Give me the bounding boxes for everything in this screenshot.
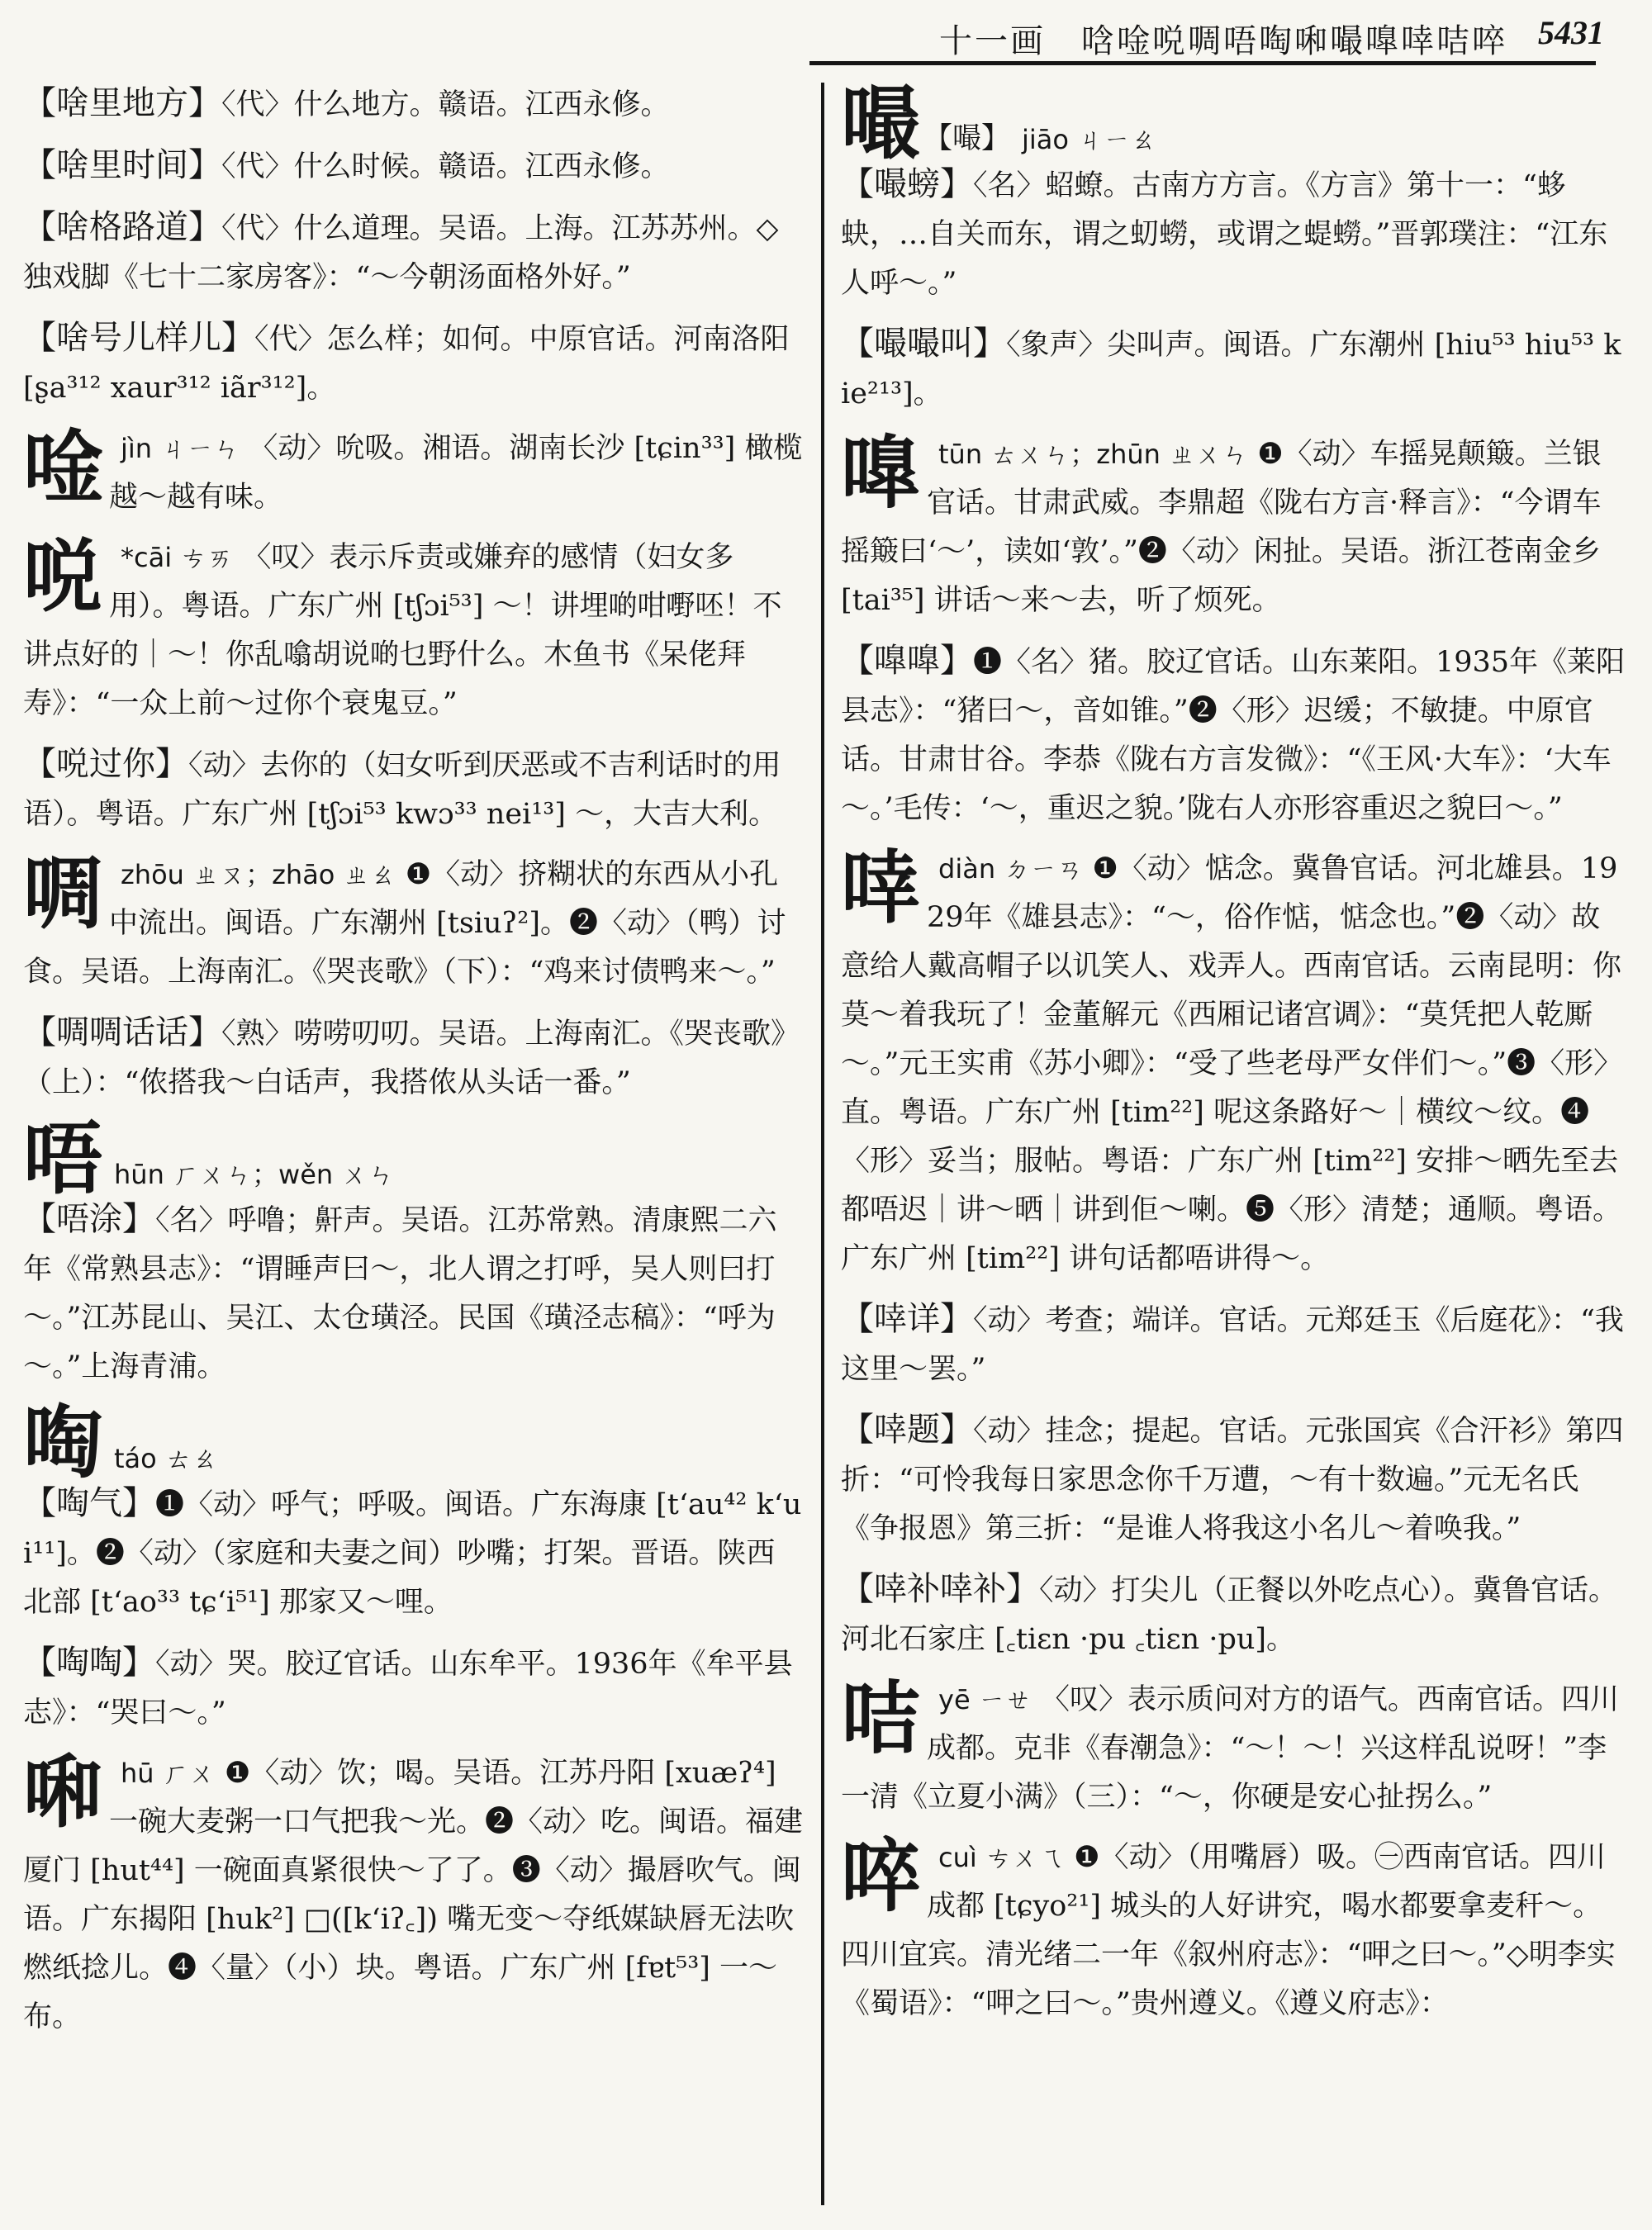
headword-char: 啝	[23, 1749, 102, 1839]
entry-definition: 〈动〉挂念；提起。官话。元张国宾《合汗衫》第四折：“可怜我每日家思念你千万遭，～有十数遍。”元无名氏《争报恩》第三折：“是谁人将我这小名儿～着唤我。”	[841, 1415, 1624, 1545]
headword-char: 唫	[23, 425, 102, 514]
entry-definition: 〈代〉什么道理。吴语。上海。江苏苏州。◇独戏脚《七十二家房客》：“～今朝汤面格外好。”	[23, 212, 779, 294]
entry	[23, 1479, 804, 1627]
entry	[23, 1008, 804, 1108]
entry-term: 【啕啕】	[23, 1644, 155, 1682]
pronunciation: jìn ㄐㄧㄣ	[121, 433, 240, 464]
pronunciation: *cāi ㄘㄞ	[121, 542, 234, 573]
page-header	[0, 0, 1652, 69]
entry-definition: 〈象声〉尖叫声。闽语。广东潮州 [hiu⁵³ hiu⁵³ kie²¹³]。	[841, 329, 1621, 410]
header-rule	[809, 61, 1596, 65]
entry-term: 【啈补啈补】	[841, 1570, 1039, 1608]
entry	[841, 1565, 1626, 1664]
entry-term: 【嘬螃】	[841, 165, 973, 203]
entry	[841, 1406, 1626, 1554]
entry-definition: 〈代〉怎么样；如何。中原官话。河南洛阳 [ʂa³¹² xaur³¹² iãr³¹²]。	[23, 323, 790, 405]
entry-definition: 〈动〉考查；端详。官话。元郑廷玉《后庭花》：“我这里～罢。”	[841, 1304, 1624, 1386]
headword-entry	[841, 77, 1626, 170]
pronunciation: jiāo ㄐㄧㄠ	[1022, 124, 1157, 155]
entry-definition: ❶〈动〉呼气；呼吸。闽语。广东海康 [tʻau⁴² kʻui¹¹]。❷〈动〉（家庭和夫妻之间）吵嘴；打架。晋语。陕西北部 [tʻao³³ tɕʻi⁵¹] 那家又～哩。	[23, 1488, 802, 1619]
entry-definition: 〈动〉去你的（妇女听到厌恶或不吉利话时的用语）。粤语。广东广州 [tʃɔi⁵³ kwɔ³³ nei¹³] ～，大吉大利。	[23, 749, 781, 831]
entry-term: 【啁啁话话】	[23, 1013, 221, 1051]
entry-definition: 〈叹〉表示斥责或嫌弃的感情（妇女多用）。粤语。广东广州 [tʃɔi⁵³] ～！讲埋啲咁嘢呸！不讲点好的｜～！你乱噏胡说啲乜野什么。木鱼书《呆佬拜寿》：“一众上前～过你个衰鬼豆。”	[23, 541, 782, 720]
pronunciation: cuì ㄘㄨㄟ	[938, 1842, 1065, 1873]
variant-form: 【嘬】	[923, 122, 1011, 155]
entry-definition: ❶〈动〉饮；喝。吴语。江苏丹阳 [xuæʔ⁴] 一碗大麦粥一口气把我～光。❷〈动〉吃。闽语。福建厦门 [hut⁴⁴] 一碗面真紧很快～了了。❸〈动〉撮唇吹气。闽语。广东揭阳 [huk²] □([kʻiʔ꜀]) 嘴无变～夺纸媒缺唇无法吹燃纸捻儿。❹〈量〉（小）块。粤语。广东广州 [fɐt⁵³] 一～布。	[23, 1757, 804, 2033]
headword-char: 啐	[841, 1834, 920, 1923]
headword-entry	[841, 845, 1626, 1283]
entry-definition: ❶〈动〉惦念。冀鲁官话。河北雄县。1929年《雄县志》：“～，俗作惦，惦念也。”❷〈动〉故意给人戴高帽子以讥笑人、戏弄人。西南官话。云南昆明：你莫～着我玩了！金董解元《西厢记诸宫调》：“莫凭把人乾厮～。”元王实甫《苏小卿》：“受了些老母严女伴们～。”❸〈形〉直。粤语。广东广州 [tim²²] 呢这条路好～｜横纹～纹。❹〈形〉妥当；服帖。粤语：广东广州 [tim²²] 安排～晒先至去都唔迟｜讲～晒｜讲到佢～喇。❺〈形〉清楚；通顺。粤语。广东广州 [tim²²] 讲句话都唔讲得～。	[841, 852, 1623, 1275]
headword-entry	[23, 1112, 804, 1205]
entry-term: 【啈详】	[841, 1300, 973, 1338]
entry-definition: 〈动〉吮吸。湘语。湖南长沙 [tɕin³³] 橄榄越～越有味。	[109, 432, 803, 514]
entry-term: 【啕气】	[23, 1484, 155, 1522]
running-head: 十一画 唅唫哾啁唔啕啝嘬嘷啈咭啐	[939, 22, 1507, 60]
pronunciation: táo ㄊㄠ	[114, 1443, 218, 1474]
entry	[841, 160, 1626, 308]
entry-definition: ❶〈名〉猪。胶辽官话。山东莱阳。1935年《莱阳县志》：“猪曰～，音如锥。”❷〈形〉迟缓；不敏捷。中原官话。甘肃甘谷。李恭《陇右方言发微》：“《王风·大车》：‘大车～。’毛传：‘～，重迟之貌。’陇右人亦形容重迟之貌曰～。”	[841, 646, 1626, 825]
entry-term: 【啥号儿样儿】	[23, 319, 254, 357]
pronunciation: yē ㄧㄝ	[938, 1684, 1032, 1715]
entry	[23, 740, 804, 839]
page-number: 5431	[1538, 14, 1604, 51]
entry-definition: 〈熟〉唠唠叨叨。吴语。上海南汇。《哭丧歌》（上）：“侬搭我～白话声，我搭侬从头话一番。”	[23, 1018, 800, 1099]
entry-definition: 〈叹〉表示质问对方的语气。西南官话。四川成都。克非《春潮急》：“～！～！兴这样乱说呀！”李一清《立夏小满》（三）：“～，你硬是安心扯拐么。”	[841, 1683, 1619, 1814]
headword-entry	[23, 1396, 804, 1489]
entry-definition: 〈动〉打尖儿（正餐以外吃点心）。冀鲁官话。河北石家庄 [꜀tiɛn ·pu ꜀tiɛn ·pu]。	[841, 1574, 1618, 1656]
entry-term: 【嘷嘷】	[841, 642, 973, 680]
headword-entry	[841, 1676, 1626, 1822]
entry	[23, 203, 804, 302]
entry-definition: ❶〈动〉（用嘴唇）吸。㊀西南官话。四川成都 [tɕyo²¹] 城头的人好讲究，喝水都要拿麦秆～。四川宜宾。清光绪二一年《叙州府志》：“呷之曰～。”◇明李实《蜀语》：“呷之曰～。”贵州遵义。《遵义府志》：	[841, 1841, 1616, 2020]
headword-entry	[841, 430, 1626, 625]
entry-term: 【啈题】	[841, 1411, 973, 1449]
headword-entry	[23, 851, 804, 997]
right-column	[841, 79, 1626, 2040]
entry-term: 【哾过你】	[23, 745, 188, 783]
entry	[23, 314, 804, 413]
pronunciation: tūn ㄊㄨㄣ；zhūn ㄓㄨㄣ	[938, 439, 1249, 470]
entry-term: 【啥格路道】	[23, 208, 221, 246]
entry-definition: 〈名〉呼噜；鼾声。吴语。江苏常熟。清康熙二六年《常熟县志》：“谓睡声曰～，北人谓之打呼，吴人则曰打～。”江苏昆山、吴江、太仓璜泾。民国《璜泾志稿》：“呼为～。”上海青浦。	[23, 1204, 777, 1383]
headword-char: 嘷	[841, 430, 920, 520]
pronunciation: hūn ㄏㄨㄣ；wěn ㄨㄣ	[114, 1159, 395, 1190]
pronunciation: hū ㄏㄨ	[121, 1758, 216, 1789]
column-divider	[821, 83, 824, 2205]
entry-term: 【唔涂】	[23, 1200, 155, 1238]
entry-definition: ❶〈动〉车摇晃颠簸。兰银官话。甘肃武威。李鼎超《陇右方言·释言》：“今谓车摇簸曰‘～’，读如‘敦’。”❷〈动〉闲扯。吴语。浙江苍南金乡 [tai³⁵] 讲话～来～去，听了烦死。	[841, 438, 1602, 617]
entry-definition: 〈代〉什么地方。赣语。江西永修。	[221, 88, 670, 121]
entry	[23, 141, 804, 192]
pronunciation: diàn ㄉㄧㄢ	[938, 853, 1084, 885]
entry	[23, 1195, 804, 1392]
entry	[841, 1295, 1626, 1394]
entry-term: 【啥里地方】	[23, 84, 221, 122]
left-column	[23, 79, 804, 2053]
entry-definition: ❶〈动〉挤糊状的东西从小孔中流出。闽语。广东潮州 [tsiuʔ²]。❷〈动〉（鸭）讨食。吴语。上海南汇。《哭丧歌》（下）：“鸡来讨债鸭来～。”	[23, 858, 786, 989]
entry	[841, 320, 1626, 419]
entry-definition: 〈代〉什么时候。赣语。江西永修。	[221, 150, 670, 183]
entry	[23, 1639, 804, 1738]
pronunciation: zhōu ㄓㄡ；zhāo ㄓㄠ	[121, 859, 396, 890]
entry	[841, 637, 1626, 833]
entry-term: 【啥里时间】	[23, 146, 221, 184]
headword-char: 唔	[23, 1112, 102, 1205]
headword-char: 咭	[841, 1676, 920, 1765]
headword-entry	[841, 1834, 1626, 2028]
headword-char: 嘬	[841, 77, 920, 170]
headword-entry	[23, 425, 804, 522]
entry-definition: 〈动〉哭。胶辽官话。山东牟平。1936年《牟平县志》：“哭曰～。”	[23, 1648, 793, 1729]
entry-term: 【嘬嘬叫】	[841, 325, 1006, 363]
headword-char: 哾	[23, 534, 102, 623]
headword-entry	[23, 1749, 804, 2042]
entry	[23, 79, 804, 130]
headword-entry	[23, 534, 804, 728]
headword-char: 啈	[841, 845, 920, 934]
headword-char: 啕	[23, 1396, 102, 1489]
headword-char: 啁	[23, 851, 102, 940]
entry-definition: 〈名〉蛁蟟。古南方方言。《方言》第十一：“蛥蚗，…自关而东，谓之虭蟧，或谓之蝭蟧。”晋郭璞注：“江东人呼～。”	[841, 169, 1608, 300]
